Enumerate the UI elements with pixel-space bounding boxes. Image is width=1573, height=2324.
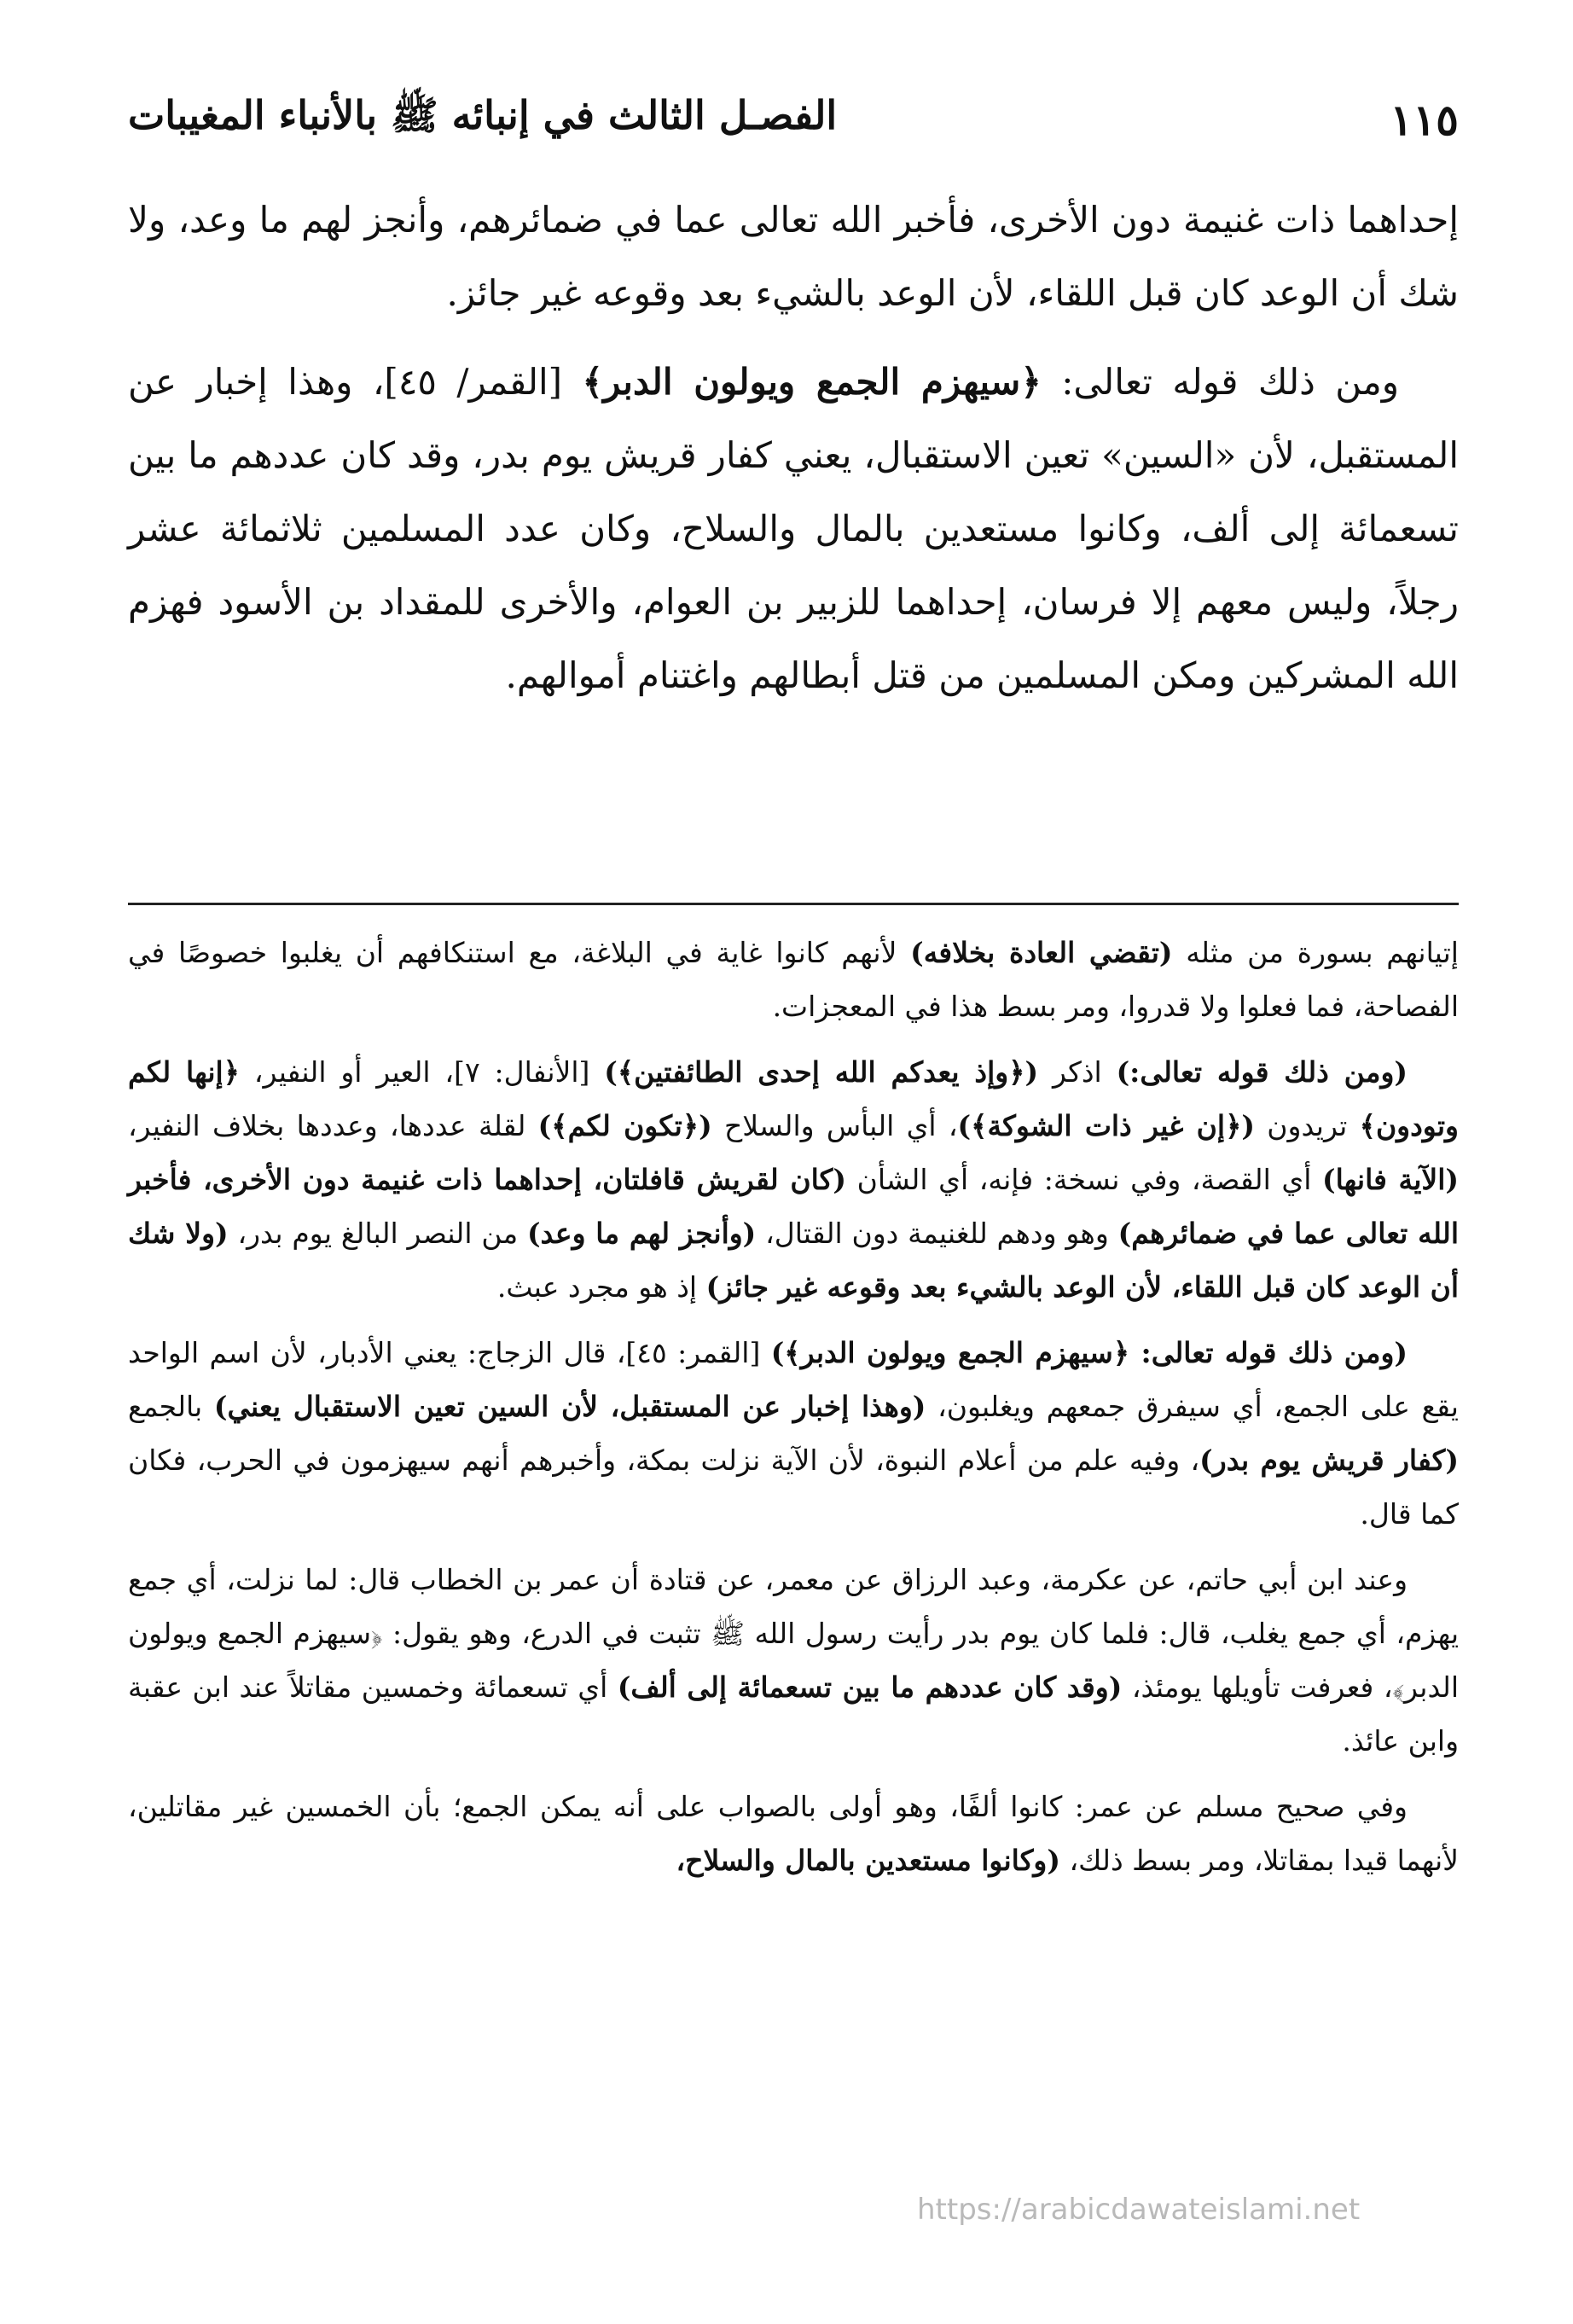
fn2-i: (﴿تكون لكم﴾) — [537, 1109, 712, 1142]
fn2-f: تريدون — [1255, 1109, 1360, 1142]
fn1-a: إتيانهم بسورة من مثله — [1172, 936, 1459, 969]
page-number: ١١٥ — [1390, 94, 1459, 145]
fn2-a: (ومن ذلك قوله تعالى:) — [1116, 1055, 1408, 1089]
fn2-j: لقلة عددها، وعددها بخلاف النفير، — [128, 1109, 538, 1142]
footnote-paragraph-1 — [128, 926, 1459, 1033]
fn2-d: [الأنفال: ٧]، العير أو النفير، — [240, 1055, 605, 1089]
fn4-a: وعند ابن أبي حاتم، عن عكرمة، وعبد الرزاق عن معمر، عن قتادة أن عمر بن الخطاب قال: لما نزلت، أي جمع يهزم، أي جمع يغلب، قال: فلما كان يوم بدر رأيت رسول الله ﷺ تثبت في الدرع، وهو يقول: ﴿سيهزم الجمع ويولون الدبر﴾، فعرفت تأويلها يومئذ، — [128, 1563, 1459, 1704]
fn2-g: (﴿إن غير ذات الشوكة﴾) — [957, 1109, 1256, 1142]
fn3-g: ، وفيه علم من أعلام النبوة، لأن الآية نزلت بمكة، وأخبرهم أنهم سيهزمون في الحرب، فكان كما قال. — [128, 1444, 1459, 1531]
fn2-q: (ولا شك أن الوعد كان قبل اللقاء، لأن الوعد بالشيء بعد وقوعه غير جائز) — [128, 1217, 1459, 1304]
fn2-e: ﴿إنها لكم وتودون﴾ — [128, 1055, 1459, 1142]
footnote-divider — [128, 903, 1459, 905]
fn2-m: (كان لقريش قافلتان، إحداهما ذات غنيمة دون الأخرى، فأخبر الله تعالى عما في ضمائرهم) — [128, 1163, 1460, 1250]
fn2-n: وهو ودهم للغنيمة دون القتال، — [756, 1217, 1118, 1250]
fn2-h: ، أي البأس والسلاح — [711, 1109, 958, 1142]
footnotes — [128, 926, 1459, 1899]
fn1-b: (تقضي العادة بخلافه) — [910, 936, 1173, 969]
fn3-e: بالجمع — [128, 1390, 214, 1423]
footnote-paragraph-3 — [128, 1326, 1459, 1541]
main-paragraph-1: إحداهما ذات غنيمة دون الأخرى، فأخبر الله تعالى عما في ضمائرهم، وأنجز لهم ما وعد، ولا شك أن الوعد كان قبل اللقاء، لأن الوعد بالشيء بعد وقوعه غير جائز. — [128, 199, 1459, 314]
fn2-l: أي القصة، وفي نسخة: فإنه، أي الشأن — [845, 1163, 1323, 1196]
fn3-a: (ومن ذلك قوله تعالى: — [1129, 1336, 1408, 1369]
fn1-c: لأنهم كانوا غاية في البلاغة، مع استنكافهم أن يغلبوا خصوصًا في الفصاحة، فما فعلوا ولا قدروا، ومر بسط هذا في المعجزات. — [128, 936, 1459, 1023]
chapter-title: الفصـل الثالث في إنبائه ﷺ بالأنباء المغيبات — [128, 91, 838, 138]
footnote-paragraph-5 — [128, 1780, 1459, 1887]
page-header — [128, 85, 1459, 154]
fn2-k: (الآية فانها) — [1322, 1163, 1460, 1196]
fn4-c: أي تسعمائة وخمسين مقاتلاً عند ابن عقبة وابن عائذ. — [128, 1670, 1459, 1758]
fn2-o: (وأنجز لهم ما وعد) — [526, 1217, 757, 1250]
fn2-r: إذ هو مجرد عبث. — [496, 1270, 706, 1304]
footnote-paragraph-2 — [128, 1045, 1459, 1314]
fn3-b: ﴿سيهزم الجمع ويولون الدبر﴾) — [770, 1336, 1130, 1369]
main-p2-rest: [القمر/ ٤٥]، وهذا إخبار عن المستقبل، لأن «السين» تعين الاستقبال، يعني كفار قريش يوم بدر، وقد كان عددهم ما بين تسعمائة إلى ألف، وكانوا مستعدين بالمال والسلاح، وكان عدد المسلمين ثلاثمائة عشر رجلاً، وليس معهم إلا فرسان، إحداهما للزبير بن العوام، والأخرى للمقداد بن الأسود فهزم الله المشركين ومكن المسلمين من قتل أبطالهم واغتنام أموالهم. — [128, 361, 1460, 696]
fn2-p: من النصر البالغ يوم بدر، — [228, 1217, 527, 1250]
watermark-url: https://arabicdawateislami.net — [917, 2193, 1361, 2227]
main-text — [128, 183, 1459, 728]
fn3-d: (وهذا إخبار عن المستقبل، لأن السين تعين الاستقبال يعني) — [213, 1390, 926, 1423]
fn2-b: اذكر — [1038, 1055, 1117, 1089]
fn3-f: (كفار قريش يوم بدر) — [1199, 1444, 1459, 1477]
footnote-paragraph-4 — [128, 1553, 1459, 1768]
fn5-b: (وكانوا مستعدين بالمال والسلاح، — [676, 1844, 1060, 1877]
main-p2-intro: ومن ذلك قوله تعالى: — [1041, 361, 1400, 403]
fn5-a: وفي صحيح مسلم عن عمر: كانوا ألفًا، وهو أولى بالصواب على أنه يمكن الجمع؛ بأن الخمسين غير مقاتلين، لأنهما قيدا بمقاتلا، ومر بسط ذلك، — [128, 1790, 1459, 1877]
fn4-b: (وقد كان عددهم ما بين تسعمائة إلى ألف) — [617, 1670, 1123, 1704]
fn2-c: (﴿وإذ يعدكم الله إحدى الطائفتين﴾) — [604, 1055, 1039, 1089]
quran-verse: ﴿سيهزم الجمع ويولون الدبر﴾ — [582, 361, 1042, 403]
fn3-c: [القمر: ٤٥]، قال الزجاج: يعني الأدبار، لأن اسم الواحد يقع على الجمع، أي سيفرق جمعهم ويغلبون، — [128, 1336, 1459, 1423]
main-paragraph-2 — [128, 346, 1459, 712]
